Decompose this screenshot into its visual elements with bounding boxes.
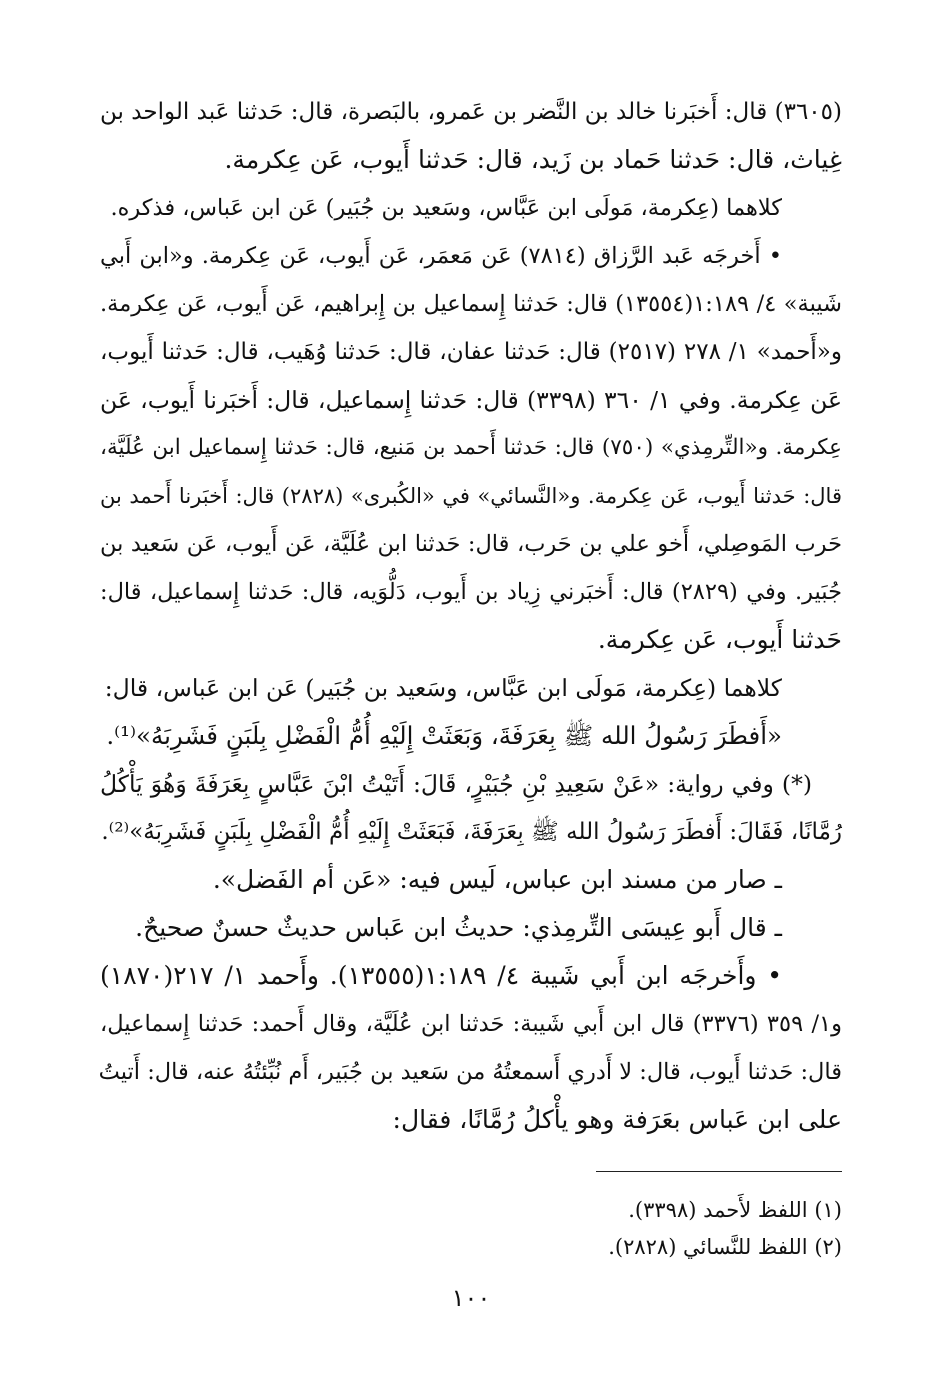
paragraph — [100, 856, 842, 904]
text-line: شَيبة» ٤/ ١:١٨٩(١٣٥٥٤) قال: حَدثنا إِسماعيل بن إِبراهيم، عَن أَيوب، عَن عِكرمة. — [100, 291, 843, 317]
text-line: (٣٦٠٥) قال: أَخبَرنا خالد بن النَّضر بن عَمرو، بالبَصرة، قال: حَدثنا عَبد الواحد بن — [100, 99, 842, 125]
text-line: ـ قال أَبو عِيسَى التِّرمِذي: حديثُ ابن عَباس حديثٌ حسنٌ صحيحٌ. — [135, 913, 782, 942]
text-line: عِكرمة. و«التِّرمِذي» (٧٥٠) قال: حَدثنا أَحمد بن مَنيع، قال: حَدثنا إِسماعيل ابن عُلَيَّة، — [100, 435, 842, 460]
text-line: عَن عِكرمة. وفي ١/ ٣٦٠ (٣٣٩٨) قال: حَدثنا إِسماعيل، قال: أَخبَرنا أَيوب، عَن — [100, 386, 842, 414]
text-line: قال: حَدثنا أَيوب، قال: لا أَدري أَسمعتُهُ من سَعيد بن جُبَير، أَم نُبِّئتُهُ عنه، قال: أَتيتُ — [98, 1059, 842, 1085]
footnote-2: (٢) اللفظ للنَّسائي (٢٨٢٨). — [608, 1235, 842, 1259]
text-line: قال: حَدثنا أَيوب، عَن عِكرمة. و«النَّسائي» في «الكُبرى» (٢٨٢٨) قال: أَخبَرنا أَحمد بن — [100, 484, 842, 508]
hadith-text-line: رُمَّانًا، فَقَالَ: أَفطَرَ رَسُولُ الله ﷺ بِعَرَفَةَ، فَبَعَثَتْ إِلَيْهِ أُمُّ الْفَضْلِ بِلَبَنٍ فَشَرِبَهُ»⁽²⁾. — [101, 819, 842, 845]
text-line: على ابن عَباس بعَرَفة وهو يأْكلُ رُمَّانًا، فقال: — [392, 1105, 842, 1134]
paragraph — [100, 952, 842, 1144]
text-line: • وأَخرجَه ابن أَبي شَيبة ٤/ ١:١٨٩(١٣٥٥٥). وأَحمد ١/ ٢١٧(١٨٧٠) — [100, 961, 783, 990]
text-line: حَرب المَوصِلي، أَخو علي بن حَرب، قال: حَدثنا ابن عُلَيَّة، عَن أَيوب، عَن سَعيد بن — [100, 531, 842, 557]
hadith-text-line: (*) وفي رواية: «عَنْ سَعِيدِ بْنِ جُبَيْرٍ، قَالَ: أَتَيْتُ ابْنَ عَبَّاسٍ بِعَرَفَةَ وَهُوَ يَأْكُلُ — [100, 770, 812, 798]
text-line: كلاهما (عِكرمة، مَولَى ابن عَبَّاس، وسَعيد بن جُبَير) عَن ابن عَباس، قال: — [104, 674, 782, 702]
footnote-1: (١) اللفظ لأَحمد (٣٣٩٨). — [628, 1198, 842, 1222]
page-number: ١٠٠ — [451, 1284, 491, 1312]
footnote-divider — [596, 1171, 842, 1172]
paragraph — [100, 184, 842, 232]
text-line: و«أَحمد» ١/ ٢٧٨ (٢٥١٧) قال: حَدثنا عفان، قال: حَدثنا وُهَيب، قال: حَدثنا أَيوب، — [100, 339, 842, 365]
text-line: • أَخرجَه عَبد الرَّزاق (٧٨١٤) عَن مَعمَر، عَن أَيوب، عَن عِكرمة. و«ابن أَبي — [100, 243, 782, 269]
text-line: ـ صار من مسند ابن عباس، لَيس فيه: «عَن أم الفَضل». — [212, 865, 782, 894]
main-text — [100, 88, 842, 1144]
hadith-text-line: «أَفطَرَ رَسُولُ الله ﷺ بِعَرَفَةَ، وَبَعَثَتْ إِلَيْهِ أُمُّ الْفَضْلِ بِلَبَنٍ فَشَرِبَهُ»⁽¹⁾. — [106, 721, 782, 750]
paragraph — [100, 760, 842, 856]
text-line: حَدثنا أَيوب، عَن عِكرمة. — [597, 625, 842, 654]
text-line: و١/ ٣٥٩ (٣٣٧٦) قال ابن أَبي شَيبة: حَدثنا ابن عُلَيَّة، وقال أَحمد: حَدثنا إِسماعيل، — [100, 1011, 842, 1037]
paragraph — [100, 88, 842, 184]
paragraph — [100, 664, 842, 760]
text-line: جُبَير. وفي (٢٨٢٩) قال: أَخبَرني زِياد بن أَيوب، دَلُّوَيه، قال: حَدثنا إِسماعيل، قال: — [100, 579, 843, 605]
text-line: كلاهما (عِكرمة، مَولَى ابن عَبَّاس، وسَعيد بن جُبَير) عَن ابن عَباس، فذكره. — [110, 195, 782, 221]
paragraph — [100, 904, 842, 952]
text-line: غِياث، قال: حَدثنا حَماد بن زَيد، قال: حَدثنا أَيوب، عَن عِكرمة. — [224, 145, 842, 174]
paragraph — [100, 232, 842, 664]
